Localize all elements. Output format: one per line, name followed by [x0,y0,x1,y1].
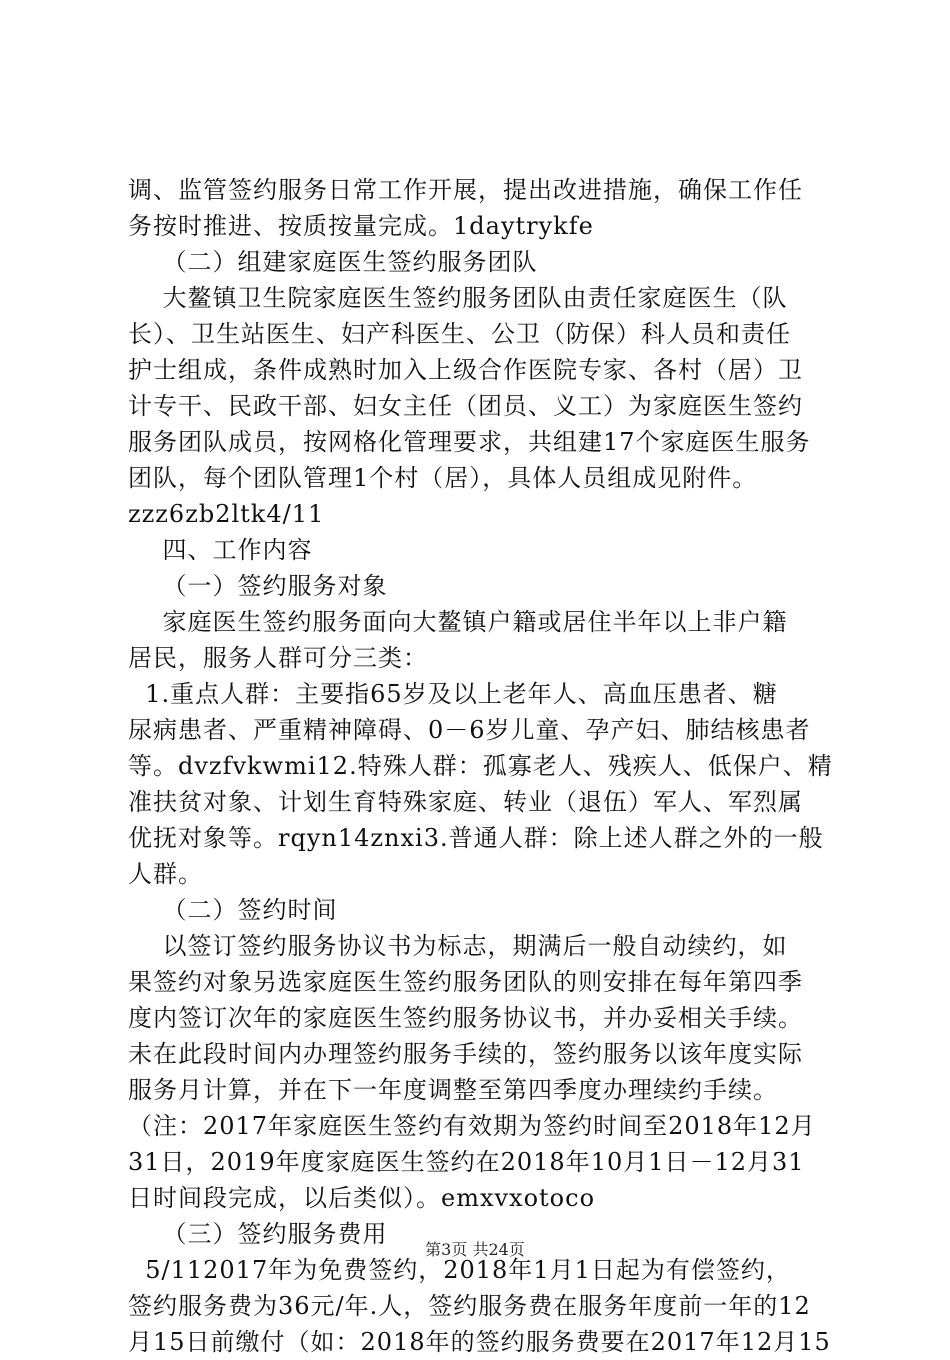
body-line: zzz6zb2ltk4/11 [128,500,325,528]
body-line: 优抚对象等。rqyn14znxi3.普通人群：除上述人群之外的一般 [128,824,824,852]
body-line: 护士组成，条件成熟时加入上级合作医院专家、各村（居）卫 [128,356,803,384]
body-line: 未在此段时间内办理签约服务手续的，签约服务以该年度实际 [128,1040,803,1068]
body-line: 日时间段完成，以后类似）。emxvxotoco [128,1184,596,1212]
body-line: 度内签订次年的家庭医生签约服务协议书，并办妥相关手续。 [128,1004,803,1032]
body-line: 果签约对象另选家庭医生签约服务团队的则安排在每年第四季 [128,968,803,996]
body-line: （二）组建家庭医生签约服务团队 [128,248,538,276]
body-line: 等。dvzfvkwmi12.特殊人群：孤寡老人、残疾人、低保户、精 [128,752,833,780]
body-line: 团队，每个团队管理1个村（居），具体人员组成见附件。 [128,464,758,492]
body-line: 以签订签约服务协议书为标志，期满后一般自动续约，如 [128,932,788,960]
body-line: 四、工作内容 [128,536,313,564]
body-line: 大鳌镇卫生院家庭医生签约服务团队由责任家庭医生（队 [128,284,788,312]
document-body [128,172,838,1360]
body-line: 务按时推进、按质按量完成。1daytrykfe [128,212,594,240]
body-line: （注：2017年家庭医生签约有效期为签约时间至2018年12月 [128,1112,816,1140]
body-line: 准扶贫对象、计划生育特殊家庭、转业（退伍）军人、军烈属 [128,788,803,816]
body-line: 计专干、民政干部、妇女主任（团员、义工）为家庭医生签约 [128,392,803,420]
body-line: 1.重点人群：主要指65岁及以上老年人、高血压患者、糖 [128,680,778,708]
body-line: 尿病患者、严重精神障碍、0－6岁儿童、孕产妇、肺结核患者 [128,716,811,744]
body-line: 服务团队成员，按网格化管理要求，共组建17个家庭医生服务 [128,428,811,456]
body-line: 5/112017年为免费签约，2018年1月1日起为有偿签约， [128,1256,791,1284]
body-line: （二）签约时间 [128,896,338,924]
body-line: 人群。 [128,860,203,888]
body-line: 调、监管签约服务日常工作开展，提出改进措施，确保工作任 [128,176,803,204]
body-line: 家庭医生签约服务面向大鳌镇户籍或居住半年以上非户籍 [128,608,788,636]
page-footer: 第3页 共24页 [425,1240,525,1259]
body-line: （一）签约服务对象 [128,572,388,600]
body-line: 签约服务费为36元/年.人，签约服务费在服务年度前一年的12 [128,1292,811,1320]
body-line: 长）、卫生站医生、妇产科医生、公卫（防保）科人员和责任 [128,320,791,348]
body-line: 月15日前缴付（如：2018年的签约服务费要在2017年12月15 [128,1328,831,1356]
body-line: 服务月计算，并在下一年度调整至第四季度办理续约手续。 [128,1076,778,1104]
body-line: 31日，2019年度家庭医生签约在2018年10月1日－12月31 [128,1148,805,1176]
body-line: 居民，服务人群可分三类： [128,644,428,672]
body-line: （三）签约服务费用 [128,1220,388,1248]
